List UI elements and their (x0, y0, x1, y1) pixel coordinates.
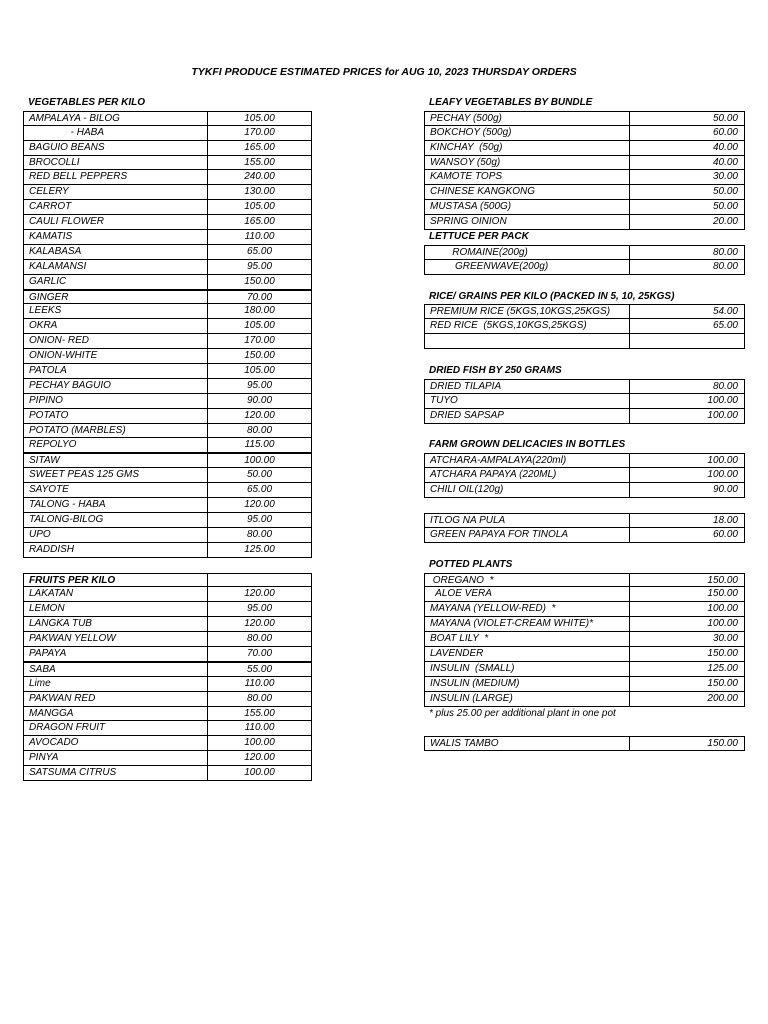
item-name: Lime (24, 677, 208, 691)
item-name: UPO (24, 528, 208, 542)
item-price: 150.00 (707, 677, 738, 689)
rice-header-row (424, 290, 745, 305)
item-price: 80.00 (712, 260, 738, 272)
item-price: 18.00 (712, 514, 738, 526)
item-name: KAMATIS (24, 230, 208, 244)
fish-header-row (424, 364, 745, 379)
delicacies-table (424, 453, 745, 498)
item-name: DRAGON FRUIT (24, 721, 208, 735)
item-name: PECHAY BAGUIO (24, 379, 208, 393)
item-name (425, 334, 630, 348)
table-row (23, 587, 312, 602)
item-name: ALOE VERA (425, 587, 630, 601)
table-row (23, 632, 312, 647)
item-name: GREEN PAPAYA FOR TINOLA (425, 528, 630, 542)
table-row (424, 617, 745, 632)
item-price: 110.00 (244, 231, 275, 243)
table-row (424, 156, 745, 171)
item-price: 80.00 (246, 424, 273, 436)
item-name: ONION-WHITE (24, 349, 208, 363)
item-name: MUSTASA (500G) (425, 200, 630, 214)
table-row (424, 260, 745, 275)
item-name: MAYANA (VIOLET-CREAM WHITE)* (425, 617, 630, 631)
item-price: 70.00 (246, 647, 273, 659)
item-name: INSULIN (SMALL) (425, 662, 630, 676)
table-row (23, 736, 312, 751)
table-row (424, 170, 745, 185)
item-name: PIPINO (24, 394, 208, 408)
item-price: 20.00 (712, 216, 738, 228)
table-row (23, 468, 312, 483)
item-name: LEEKS (24, 304, 208, 318)
table-row (23, 662, 312, 677)
potted-header-row (424, 558, 745, 573)
table-row (23, 319, 312, 334)
item-price: 95.00 (246, 379, 273, 391)
page-title: TYKFI PRODUCE ESTIMATED PRICES for AUG 10, 2023 THURSDAY ORDERS (191, 66, 577, 78)
item-name: OREGANO * (425, 574, 630, 587)
table-row (23, 349, 312, 364)
table-row (424, 334, 745, 349)
item-price: 80.00 (246, 528, 273, 540)
potted-header: POTTED PLANTS (429, 558, 513, 570)
table-row (23, 647, 312, 662)
item-name: MANGGA (24, 707, 208, 721)
item-name: AVOCADO (24, 736, 208, 750)
table-row (424, 587, 745, 602)
table-row (23, 156, 312, 171)
table-row (23, 275, 312, 290)
delicacies-header: FARM GROWN DELICACIES IN BOTTLES (429, 439, 626, 451)
lettuce-header-row (424, 230, 745, 245)
lettuce-header: LETTUCE PER PACK (429, 231, 529, 243)
item-price: 165.00 (244, 141, 275, 153)
item-price: 105.00 (244, 365, 275, 377)
item-name: - HABA (24, 126, 208, 140)
table-row (23, 290, 312, 305)
item-name: INSULIN (MEDIUM) (425, 677, 630, 691)
item-price: 80.00 (246, 692, 273, 704)
item-price: 170.00 (244, 335, 275, 347)
vegetables-table (23, 111, 312, 558)
item-price: 150.00 (707, 738, 738, 750)
item-price: 155.00 (244, 707, 275, 719)
item-price: 115.00 (244, 439, 275, 451)
item-name: SAYOTE (24, 483, 208, 497)
item-name: LEMON (24, 602, 208, 616)
item-price: 120.00 (244, 618, 275, 630)
table-row (424, 304, 745, 319)
item-name: ITLOG NA PULA (425, 514, 630, 527)
item-price: 130.00 (244, 186, 275, 198)
item-price: 105.00 (244, 201, 275, 213)
spacer (424, 349, 745, 364)
item-price (630, 334, 744, 348)
item-name: ATCHARA-AMPALAYA(220ml) (425, 454, 630, 467)
item-price: 80.00 (712, 246, 738, 258)
item-price: 60.00 (712, 528, 738, 540)
item-price: 100.00 (244, 455, 275, 467)
item-name: PREMIUM RICE (5KGS,10KGS,25KGS) (425, 305, 630, 318)
table-row (424, 215, 745, 230)
table-row (23, 409, 312, 424)
item-price: 165.00 (244, 216, 275, 228)
item-price: 150.00 (244, 350, 275, 362)
spacer (424, 721, 745, 736)
item-name: BAGUIO BEANS (24, 141, 208, 155)
item-price: 120.00 (244, 752, 275, 764)
table-row (23, 498, 312, 513)
table-row (424, 126, 745, 141)
item-name: PAKWAN RED (24, 692, 208, 706)
item-name: PECHAY (500g) (425, 112, 630, 125)
item-price: 170.00 (244, 126, 275, 138)
table-row (23, 721, 312, 736)
item-name: TUYO (425, 394, 630, 408)
fruits-header-row (23, 573, 312, 588)
item-name: GARLIC (24, 275, 208, 289)
item-name: RED BELL PEPPERS (24, 170, 208, 184)
item-name: ATCHARA PAPAYA (220ML) (425, 468, 630, 482)
item-name: SWEET PEAS 125 GMS (24, 468, 208, 482)
item-price: 95.00 (246, 603, 273, 615)
item-name: PINYA (24, 751, 208, 765)
table-row (424, 111, 745, 126)
table-row (23, 766, 312, 781)
item-price: 200.00 (707, 692, 738, 704)
table-row (23, 751, 312, 766)
item-name: INSULIN (LARGE) (425, 692, 630, 706)
item-price: 105.00 (244, 320, 275, 332)
item-price: 125.00 (707, 662, 738, 674)
item-name: TALONG-BILOG (24, 513, 208, 527)
table-row (23, 304, 312, 319)
item-name: BROCOLLI (24, 156, 208, 170)
item-price: 100.00 (244, 767, 275, 779)
table-row (424, 647, 745, 662)
table-row (424, 379, 745, 394)
item-price: 125.00 (244, 543, 275, 555)
item-price: 80.00 (246, 633, 273, 645)
item-price: 100.00 (707, 409, 738, 421)
item-price: 100.00 (707, 469, 738, 481)
table-row (23, 260, 312, 275)
table-row (23, 617, 312, 632)
vegetables-header: VEGETABLES PER KILO (28, 97, 146, 108)
table-row (23, 677, 312, 692)
item-name: REPOLYO (24, 438, 208, 452)
table-row (424, 528, 745, 543)
item-name: SPRING OINION (425, 215, 630, 229)
item-price: 90.00 (712, 484, 738, 496)
table-row (23, 602, 312, 617)
item-price: 150.00 (707, 647, 738, 659)
table-row (23, 513, 312, 528)
table-row (424, 200, 745, 215)
item-price: 30.00 (712, 633, 738, 645)
item-price: 40.00 (712, 156, 738, 168)
table-row (23, 215, 312, 230)
item-price: 95.00 (246, 260, 273, 272)
item-name: ROMAINE(200g) (425, 246, 630, 259)
fruits-header-price (208, 574, 311, 587)
table-row (424, 453, 745, 468)
spacer (23, 558, 312, 573)
item-name: BOKCHOY (500g) (425, 126, 630, 140)
table-row (23, 364, 312, 379)
potted-note: * plus 25.00 per additional plant in one pot (429, 707, 616, 719)
fish-table (424, 379, 745, 424)
table-row (424, 409, 745, 424)
right-column (424, 96, 745, 751)
item-price: 150.00 (707, 574, 738, 586)
item-price: 110.00 (244, 722, 275, 734)
item-price: 105.00 (244, 112, 275, 124)
item-name: SITAW (24, 454, 208, 467)
itlog-table (424, 513, 745, 543)
table-row (23, 230, 312, 245)
item-price: 240.00 (244, 171, 275, 183)
leafy-header: LEAFY VEGETABLES BY BUNDLE (429, 97, 593, 108)
item-name: PATOLA (24, 364, 208, 378)
item-price: 55.00 (246, 663, 273, 675)
table-row (23, 394, 312, 409)
table-row (23, 185, 312, 200)
table-row (23, 707, 312, 722)
leafy-table (424, 111, 745, 230)
fish-header: DRIED FISH BY 250 GRAMS (429, 365, 562, 377)
table-row (23, 245, 312, 260)
item-name: GINGER (24, 291, 208, 304)
item-name: SABA (24, 663, 208, 676)
table-row (23, 334, 312, 349)
table-row (23, 692, 312, 707)
table-row (424, 513, 745, 528)
spacer (424, 543, 745, 558)
item-price: 120.00 (244, 588, 275, 600)
table-row (424, 662, 745, 677)
item-price: 120.00 (244, 409, 275, 421)
table-row (424, 677, 745, 692)
item-price: 155.00 (244, 156, 275, 168)
table-row (23, 170, 312, 185)
item-name: CELERY (24, 185, 208, 199)
item-name: LAKATAN (24, 587, 208, 601)
item-price: 40.00 (712, 141, 738, 153)
item-name: POTATO (MARBLES) (24, 424, 208, 438)
item-price: 65.00 (246, 245, 273, 257)
item-name: DRIED SAPSAP (425, 409, 630, 423)
left-column (23, 96, 312, 781)
item-price: 150.00 (244, 275, 275, 287)
item-price: 60.00 (712, 126, 738, 138)
item-price: 70.00 (246, 291, 273, 303)
table-row (424, 573, 745, 588)
fruits-header: FRUITS PER KILO (24, 574, 208, 587)
item-name: KAMOTE TOPS (425, 170, 630, 184)
item-name: DRIED TILAPIA (425, 380, 630, 393)
table-row (23, 483, 312, 498)
item-price: 95.00 (246, 513, 273, 525)
table-row (424, 394, 745, 409)
item-name: LANGKA TUB (24, 617, 208, 631)
item-name: WANSOY (50g) (425, 156, 630, 170)
item-name: POTATO (24, 409, 208, 423)
item-name: MAYANA (YELLOW-RED) * (425, 602, 630, 616)
item-name: CAULI FLOWER (24, 215, 208, 229)
item-name: GREENWAVE(200g) (425, 260, 630, 274)
item-price: 50.00 (712, 112, 738, 124)
fruits-table (23, 587, 312, 781)
item-name: PAPAYA (24, 647, 208, 661)
item-price: 90.00 (246, 394, 273, 406)
item-name: TALONG - HABA (24, 498, 208, 512)
item-price: 100.00 (707, 603, 738, 615)
item-price: 50.00 (712, 186, 738, 198)
table-row (23, 528, 312, 543)
leafy-header-row (424, 96, 745, 111)
item-name: LAVENDER (425, 647, 630, 661)
item-name: WALIS TAMBO (425, 737, 630, 750)
item-price: 100.00 (244, 737, 275, 749)
table-row (424, 692, 745, 707)
table-row (23, 111, 312, 126)
item-price: 50.00 (712, 201, 738, 213)
item-name: AMPALAYA - BILOG (24, 112, 208, 125)
table-row (424, 185, 745, 200)
vegetables-header-row (23, 96, 312, 111)
table-row (424, 245, 745, 260)
item-name: PAKWAN YELLOW (24, 632, 208, 646)
spacer (424, 498, 745, 513)
lettuce-table (424, 245, 745, 275)
table-row (23, 379, 312, 394)
item-price: 65.00 (712, 320, 738, 332)
table-row (424, 319, 745, 334)
item-price: 50.00 (246, 469, 273, 481)
item-name: OKRA (24, 319, 208, 333)
item-price: 54.00 (712, 306, 738, 318)
item-name: RADDISH (24, 543, 208, 557)
item-name: KALAMANSI (24, 260, 208, 274)
item-price: 100.00 (707, 618, 738, 630)
table-row (23, 438, 312, 453)
table-row (424, 736, 745, 751)
rice-header: RICE/ GRAINS PER KILO (PACKED IN 5, 10, 25KGS) (429, 290, 675, 302)
item-name: KALABASA (24, 245, 208, 259)
spacer (424, 275, 745, 290)
item-price: 30.00 (712, 171, 738, 183)
table-row (424, 483, 745, 498)
delicacies-header-row (424, 438, 745, 453)
item-name: CHINESE KANGKONG (425, 185, 630, 199)
item-price: 100.00 (707, 455, 738, 467)
item-price: 110.00 (244, 677, 275, 689)
table-row (424, 141, 745, 156)
item-price: 65.00 (246, 484, 273, 496)
table-row (424, 468, 745, 483)
table-row (23, 453, 312, 468)
table-row (23, 200, 312, 215)
table-row (23, 424, 312, 439)
table-row (424, 632, 745, 647)
item-price: 120.00 (244, 499, 275, 511)
item-name: ONION- RED (24, 334, 208, 348)
item-price: 150.00 (707, 588, 738, 600)
table-row (424, 602, 745, 617)
potted-table (424, 573, 745, 707)
spacer (424, 424, 745, 439)
item-name: KINCHAY (50g) (425, 141, 630, 155)
item-name: BOAT LILY * (425, 632, 630, 646)
table-row (23, 543, 312, 558)
item-name: SATSUMA CITRUS (24, 766, 208, 780)
item-name: CHILI OIL(120g) (425, 483, 630, 497)
item-price: 180.00 (244, 305, 275, 317)
rice-table (424, 304, 745, 349)
walis-table (424, 736, 745, 751)
table-row (23, 126, 312, 141)
item-name: RED RICE (5KGS,10KGS,25KGS) (425, 319, 630, 333)
item-price: 80.00 (712, 380, 738, 392)
item-name: CARROT (24, 200, 208, 214)
item-price: 100.00 (707, 394, 738, 406)
table-row (23, 141, 312, 156)
